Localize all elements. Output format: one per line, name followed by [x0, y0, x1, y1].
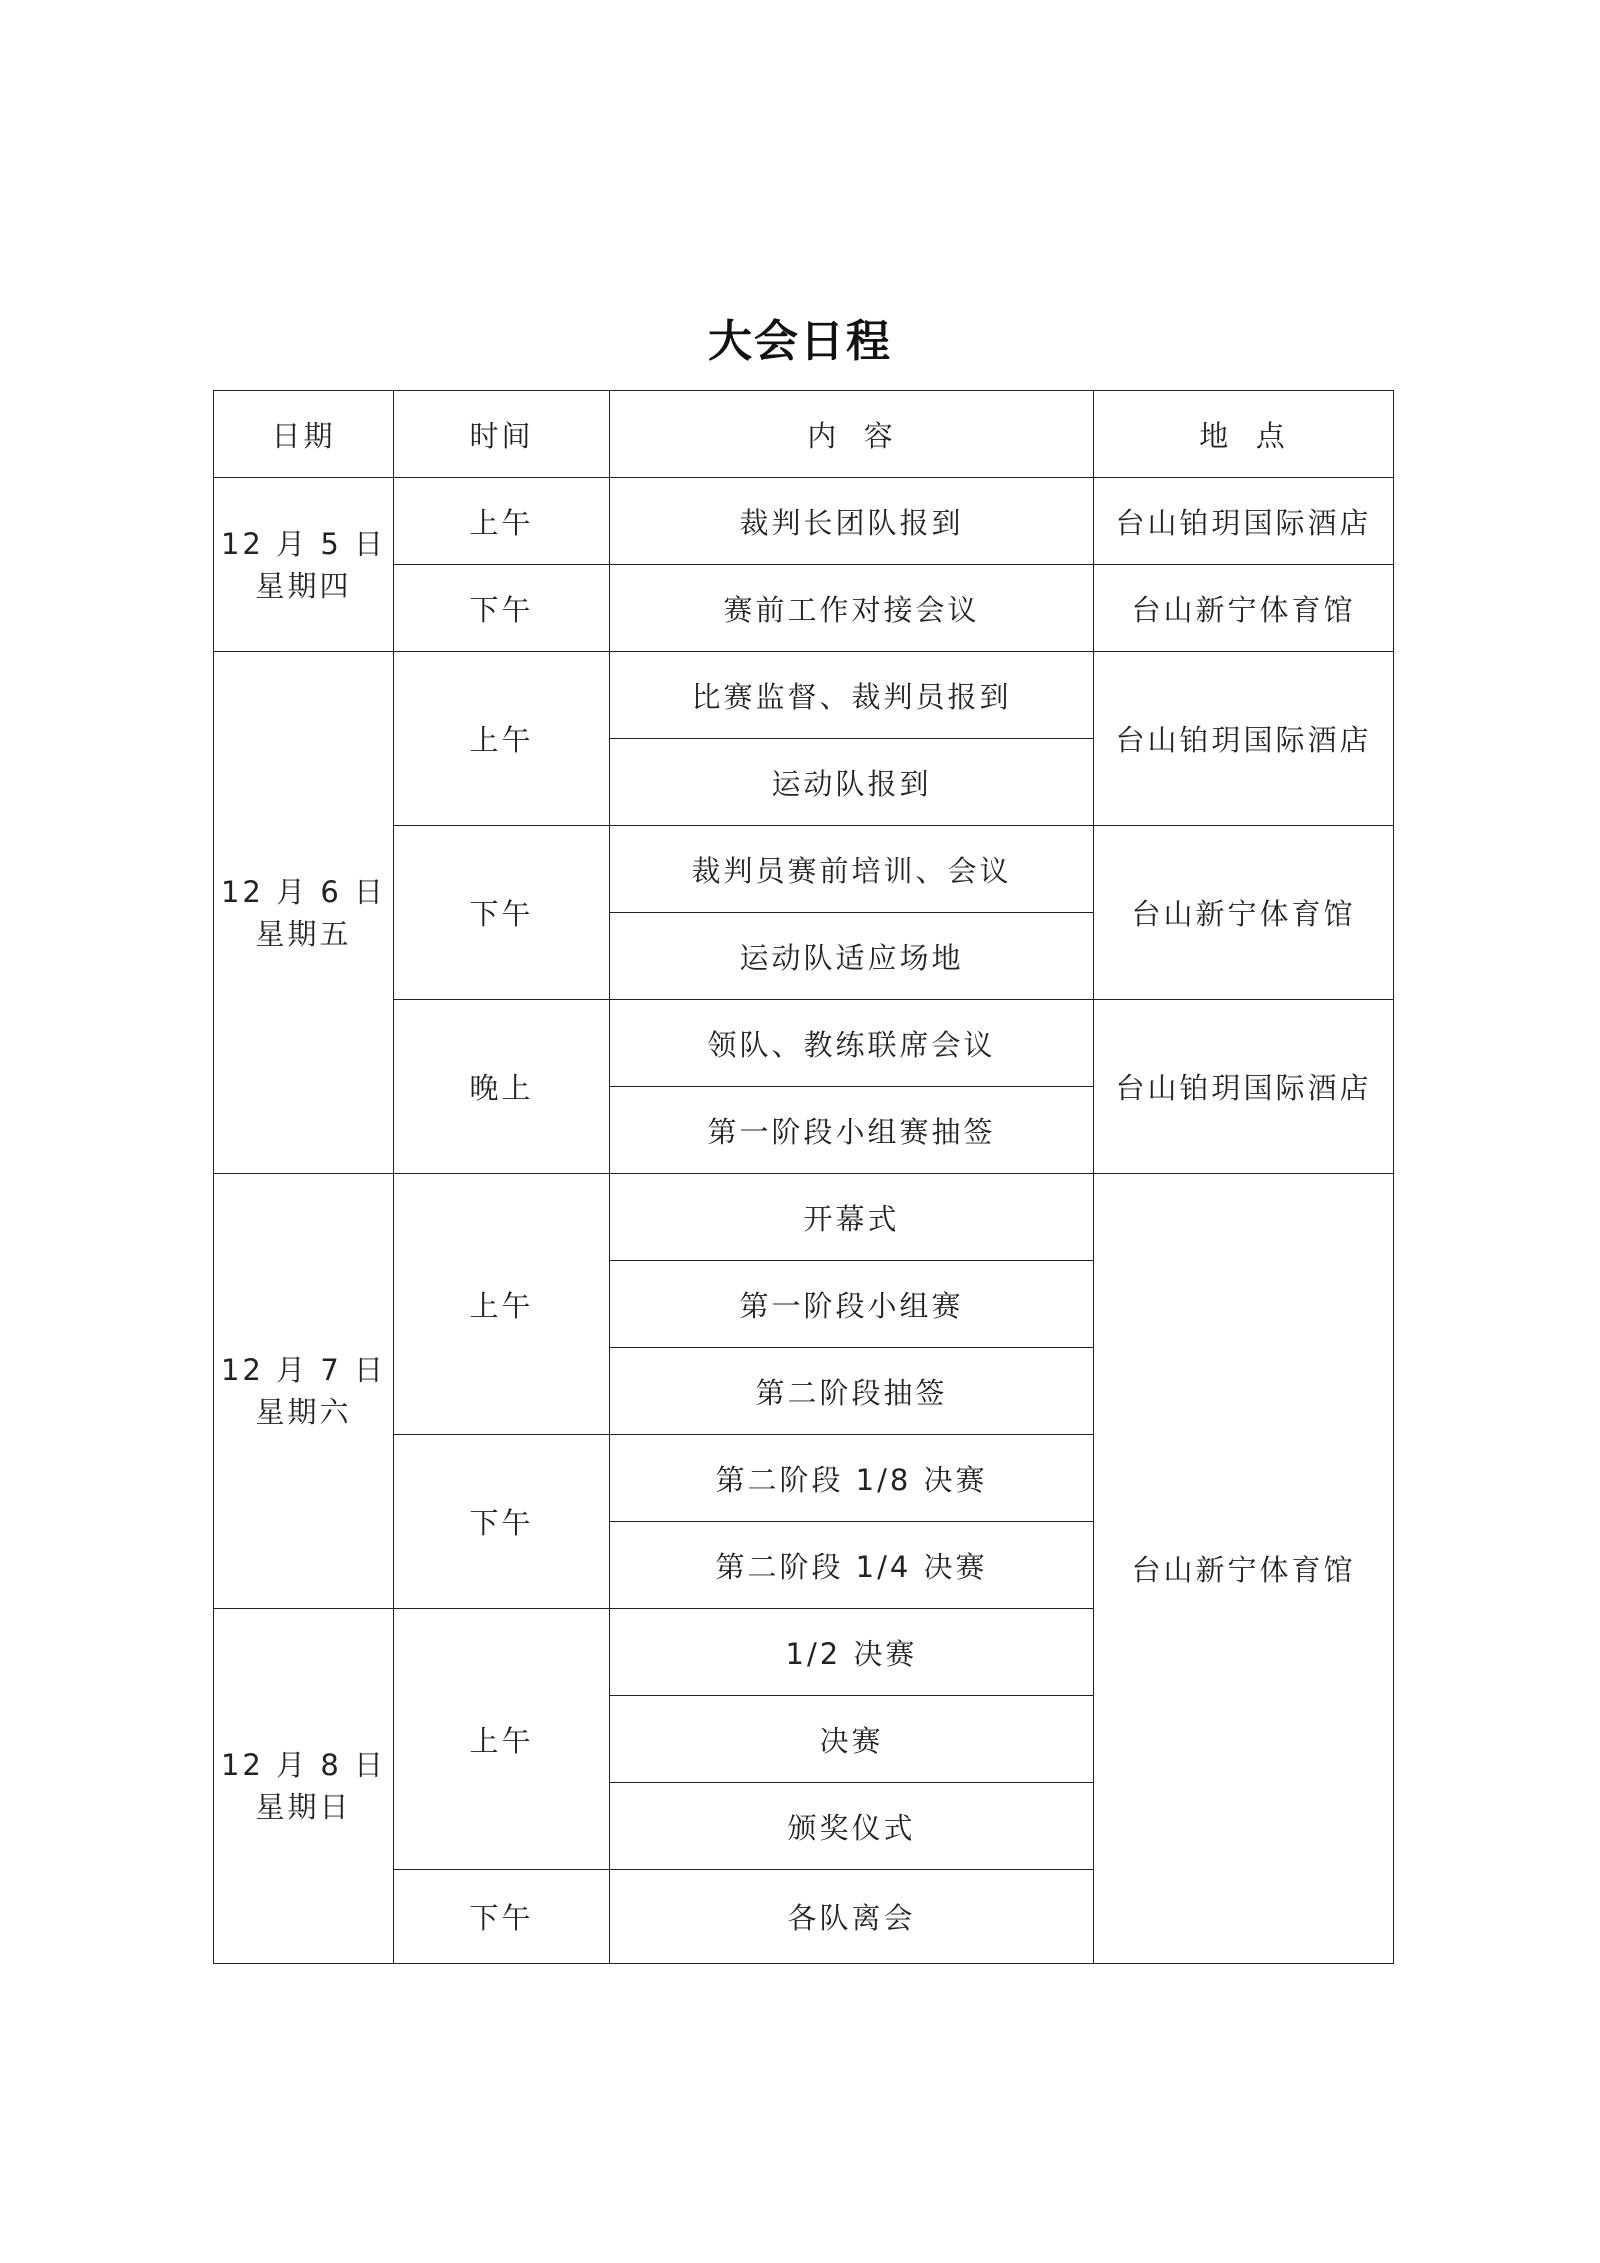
content-cell: 第一阶段小组赛抽签: [610, 1087, 1094, 1174]
content-cell: 赛前工作对接会议: [610, 565, 1094, 652]
table-row: [214, 652, 1394, 739]
page-title: 大会日程: [708, 316, 892, 367]
time-cell: 下午: [394, 565, 610, 652]
content-cell: 领队、教练联席会议: [610, 1000, 1094, 1087]
content-cell: 比赛监督、裁判员报到: [610, 652, 1094, 739]
table-row: [214, 1174, 1394, 1261]
time-cell: 上午: [394, 478, 610, 565]
time-cell: 下午: [394, 826, 610, 1000]
table-row: [214, 478, 1394, 565]
date-text: 12 月 7 日: [220, 1353, 386, 1387]
time-cell: 晚上: [394, 1000, 610, 1174]
table-header-row: [214, 391, 1394, 478]
weekday-text: 星期日: [255, 1790, 352, 1824]
date-text: 12 月 6 日: [220, 874, 386, 909]
time-cell: 上午: [394, 652, 610, 826]
weekday-text: 星期五: [255, 916, 352, 951]
time-cell: 下午: [394, 1435, 610, 1609]
time-cell: 上午: [394, 1609, 610, 1870]
date-cell: [214, 1609, 394, 1964]
header-location: 地 点: [1094, 391, 1394, 478]
content-cell: 1/2 决赛: [610, 1609, 1094, 1696]
time-cell: 下午: [394, 1870, 610, 1964]
location-cell: 台山新宁体育馆: [1094, 565, 1394, 652]
schedule-table: [213, 390, 1394, 1964]
location-cell: 台山铂玥国际酒店: [1094, 1000, 1394, 1174]
time-cell: 上午: [394, 1174, 610, 1435]
date-cell: [214, 652, 394, 1174]
content-cell: 开幕式: [610, 1174, 1094, 1261]
content-cell: 第一阶段小组赛: [610, 1261, 1094, 1348]
content-cell: 决赛: [610, 1696, 1094, 1783]
content-cell: 第二阶段 1/4 决赛: [610, 1522, 1094, 1609]
location-cell: 台山新宁体育馆: [1094, 826, 1394, 1000]
location-cell-merged: 台山新宁体育馆: [1094, 1174, 1394, 1964]
header-content: 内 容: [610, 391, 1094, 478]
content-cell: 第二阶段抽签: [610, 1348, 1094, 1435]
header-time: 时间: [394, 391, 610, 478]
weekday-text: 星期六: [255, 1395, 352, 1429]
date-text: 12 月 5 日: [220, 526, 386, 561]
content-cell: 运动队报到: [610, 739, 1094, 826]
weekday-text: 星期四: [255, 568, 352, 603]
content-cell: 运动队适应场地: [610, 913, 1094, 1000]
content-cell: 各队离会: [610, 1870, 1094, 1964]
location-cell: 台山铂玥国际酒店: [1094, 652, 1394, 826]
content-cell: 颁奖仪式: [610, 1783, 1094, 1870]
date-cell: [214, 1174, 394, 1609]
content-cell: 裁判员赛前培训、会议: [610, 826, 1094, 913]
content-cell: 裁判长团队报到: [610, 478, 1094, 565]
date-cell: [214, 478, 394, 652]
location-cell: 台山铂玥国际酒店: [1094, 478, 1394, 565]
content-cell: 第二阶段 1/8 决赛: [610, 1435, 1094, 1522]
header-date: 日期: [214, 391, 394, 478]
date-text: 12 月 8 日: [220, 1748, 386, 1782]
